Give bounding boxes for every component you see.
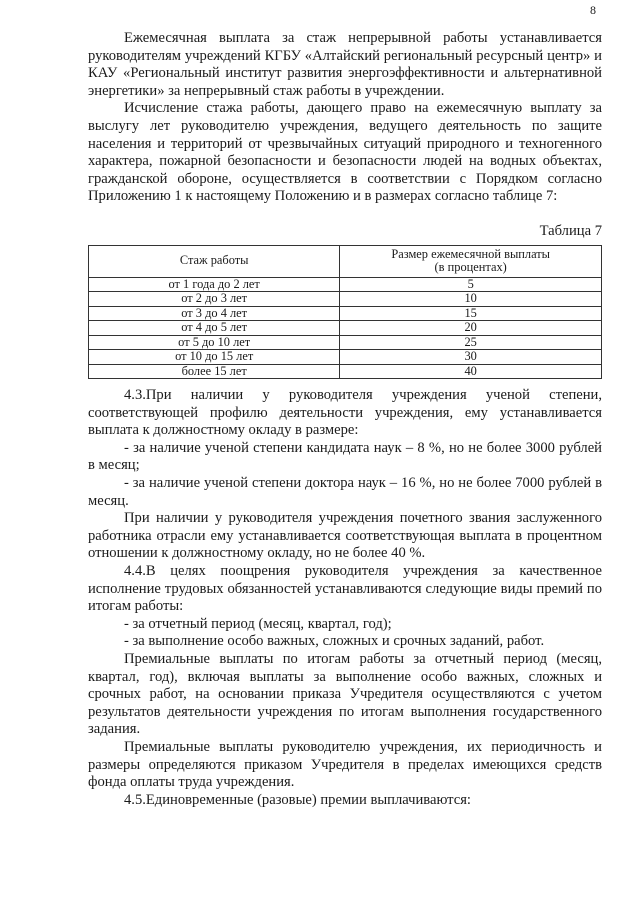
list-item-important-tasks: - за выполнение особо важных, сложных и срочных заданий, работ. — [124, 633, 545, 650]
paragraph-bonus-frequency: Премиальные выплаты руководителю учреждения, их периодичность и размеры определяются приказом Учредителя в пределах имеющихся средств фонда оплаты труда учреждения. — [88, 738, 602, 791]
header-payment-size — [340, 245, 602, 277]
header-payment-size-line2: (в процентах) — [434, 260, 507, 275]
seniority-payment-table — [88, 245, 602, 380]
cell-percent: 10 — [340, 292, 602, 307]
cell-period: от 4 до 5 лет — [89, 321, 340, 336]
paragraph-4-5: 4.5.Единовременные (разовые) премии выплачиваются: — [124, 791, 471, 808]
cell-period: от 3 до 4 лет — [89, 306, 340, 321]
paragraph-honorary-title: При наличии у руководителя учреждения почетного звания заслуженного работника отрасли ему устанавливается соответствующая выплата в процентном отношении к должностному окладу, но не более 40 %. — [88, 510, 602, 562]
cell-percent: 30 — [340, 350, 602, 365]
cell-period: от 1 года до 2 лет — [89, 277, 340, 292]
table-row — [89, 335, 602, 350]
cell-period: от 2 до 3 лет — [89, 292, 340, 307]
cell-percent: 25 — [340, 335, 602, 350]
paragraph-4-3: 4.3.При наличии у руководителя учреждения ученой степени, соответствующей профилю деятельности учреждения, ему устанавливается выплата к должностному окладу в размере: — [88, 387, 602, 439]
cell-percent: 20 — [340, 321, 602, 336]
cell-percent: 40 — [340, 364, 602, 379]
table-row — [89, 292, 602, 307]
list-item-reporting-period: - за отчетный период (месяц, квартал, год); — [124, 615, 392, 632]
list-item-candidate-degree: - за наличие ученой степени кандидата наук – 8 %, но не более 3000 рублей в месяц; — [88, 439, 602, 474]
cell-percent: 15 — [340, 306, 602, 321]
table-row — [89, 350, 602, 365]
table-row — [89, 321, 602, 336]
cell-period: от 5 до 10 лет — [89, 335, 340, 350]
list-item-doctor-degree: - за наличие ученой степени доктора наук – 16 %, но не более 7000 рублей в месяц. — [88, 475, 602, 509]
table-header-row — [89, 245, 602, 277]
cell-period: более 15 лет — [89, 364, 340, 379]
table-row — [89, 306, 602, 321]
cell-percent: 5 — [340, 277, 602, 292]
paragraph-4-4: 4.4.В целях поощрения руководителя учреждения за качественное исполнение трудовых обязанностей устанавливаются следующие виды премий по итогам работы: — [88, 562, 602, 615]
table-caption: Таблица 7 — [539, 222, 602, 239]
paragraph-service-calculation: Исчисление стажа работы, дающего право на ежемесячную выплату за выслугу лет руководителю учреждения, ведущего деятельность по защите населения и территорий от чрезвычайных ситуаций природного и техногенного характера, пожарной безопасности и безопасности людей на водных объектах, гражданской обороне, осуществляется в соответствии с Порядком согласно Приложению 1 к настоящему Положению и в размерах согласно таблице 7: — [88, 100, 602, 205]
paragraph-continuous-service: Ежемесячная выплата за стаж непрерывной работы устанавливается руководителям учреждений КГБУ «Алтайский региональный ресурсный центр» и КАУ «Региональный институт развития энергоэффективности и альтернативной энергетики» за непрерывный стаж работы в учреждении. — [88, 30, 602, 99]
page-number: 8 — [590, 3, 596, 17]
paragraph-bonus-payments: Премиальные выплаты по итогам работы за отчетный период (месяц, квартал, год), включая выплаты за выполнение особо важных, сложных и срочных работ, на основании приказа Учредителя осуществляются с учетом результатов деятельности учреждения по итогам выполнения государственного задания. — [88, 650, 602, 738]
table-row — [89, 364, 602, 379]
header-payment-size-line1: Размер ежемесячной выплаты — [391, 246, 551, 261]
cell-period: от 10 до 15 лет — [89, 350, 340, 365]
header-service-length: Стаж работы — [89, 245, 340, 277]
table-row — [89, 277, 602, 292]
